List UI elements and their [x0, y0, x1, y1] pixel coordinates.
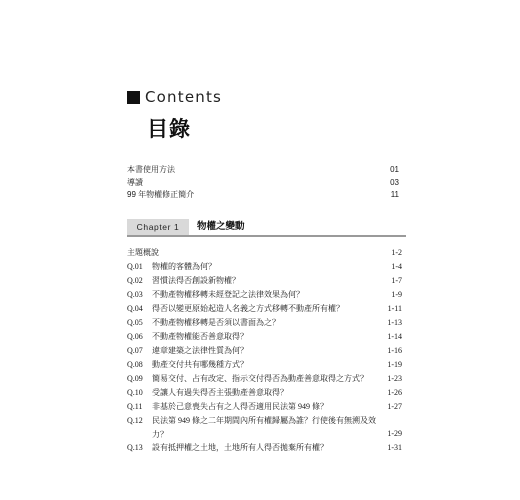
- toc-page: 1-4: [391, 262, 402, 271]
- topic-label: 主題概說: [127, 248, 159, 257]
- question-text: 違章建築之法律性質為何？: [152, 346, 248, 355]
- toc-question-row[interactable]: [127, 274, 402, 288]
- front-matter-page: 03: [390, 177, 399, 187]
- toc-question-row[interactable]: [127, 330, 402, 344]
- question-text: 設有抵押權之土地，土地所有人得否拋棄所有權？: [152, 443, 328, 452]
- toc-question-row[interactable]: [127, 260, 402, 274]
- question-text: 簡易交付、占有改定、指示交付得否為動產善意取得之方式？: [152, 374, 368, 383]
- toc-question-row[interactable]: [127, 400, 402, 414]
- question-text: 受讓人有過失得否主張動產善意取得？: [152, 388, 288, 397]
- question-number: Q.02: [127, 276, 143, 285]
- toc-page: 1-13: [387, 318, 402, 327]
- question-text: 動產交付共有哪幾種方式？: [152, 360, 248, 369]
- toc-topic-row[interactable]: [127, 246, 402, 260]
- toc-question-row[interactable]: [127, 288, 402, 302]
- toc-page: 1-16: [387, 346, 402, 355]
- question-text: 物權的客體為何？: [152, 262, 216, 271]
- contents-label: Contents: [145, 88, 223, 106]
- question-text: 民法第 949 條之二年期間內所有權歸屬為誰？行使後有無溯及效力？: [152, 416, 376, 439]
- toc-page: 1-2: [391, 248, 402, 257]
- chapter-heading: [127, 219, 406, 235]
- toc-question-row[interactable]: [127, 302, 402, 316]
- question-number: Q.11: [127, 402, 143, 411]
- front-matter-item[interactable]: [127, 164, 399, 177]
- question-number: Q.07: [127, 346, 143, 355]
- toc-page: 1-31: [387, 443, 402, 452]
- toc-page: 1-23: [387, 374, 402, 383]
- question-number: Q.08: [127, 360, 143, 369]
- chapter-toc: [127, 246, 402, 455]
- toc-question-row[interactable]: [127, 358, 402, 372]
- front-matter-page: 01: [390, 165, 399, 174]
- toc-page: 1-19: [387, 360, 402, 369]
- question-number: Q.04: [127, 304, 143, 313]
- black-square-icon: [127, 91, 140, 104]
- front-matter-label: 導讀: [127, 177, 143, 187]
- question-number: Q.01: [127, 262, 143, 271]
- chapter-title: 物權之變動: [197, 221, 245, 232]
- question-text: 非基於己意喪失占有之人得否適用民法第 949 條？: [152, 402, 328, 411]
- page-title: 目錄: [147, 117, 191, 141]
- toc-page: 1-29: [387, 429, 402, 438]
- question-number: Q.10: [127, 388, 143, 397]
- front-matter-item[interactable]: [127, 189, 399, 202]
- toc-page: 1-26: [387, 388, 402, 397]
- toc-question-row[interactable]: [127, 441, 402, 455]
- question-number: Q.12: [127, 416, 143, 425]
- toc-page: 1-9: [391, 290, 402, 299]
- front-matter-list: [127, 164, 399, 202]
- question-number: Q.09: [127, 374, 143, 383]
- toc-question-row[interactable]: [127, 386, 402, 400]
- front-matter-item[interactable]: [127, 177, 399, 190]
- toc-question-row[interactable]: [127, 372, 402, 386]
- toc-question-row[interactable]: [127, 414, 402, 441]
- toc-page: 1-7: [391, 276, 402, 285]
- question-number: Q.05: [127, 318, 143, 327]
- question-number: Q.13: [127, 443, 143, 452]
- toc-question-row[interactable]: [127, 316, 402, 330]
- toc-page: 1-14: [387, 332, 402, 341]
- question-text: 不動產物權移轉未經登記之法律效果為何？: [152, 290, 304, 299]
- chapter-tab: Chapter 1: [127, 219, 189, 235]
- question-text: 得否以變更原始起造人名義之方式移轉不動產所有權？: [152, 304, 344, 313]
- front-matter-label: 本書使用方法: [127, 165, 175, 174]
- chapter-divider: [127, 235, 406, 237]
- toc-question-row[interactable]: [127, 344, 402, 358]
- question-text: 不動產物權移轉是否須以書面為之？: [152, 318, 280, 327]
- question-number: Q.03: [127, 290, 143, 299]
- front-matter-label: 99 年物權修正簡介: [127, 190, 195, 199]
- toc-page: 1-27: [387, 402, 402, 411]
- question-number: Q.06: [127, 332, 143, 341]
- toc-page: 1-11: [387, 304, 402, 313]
- contents-header: [127, 88, 222, 106]
- question-text: 不動產物權能否善意取得？: [152, 332, 248, 341]
- front-matter-page: 11: [390, 190, 399, 199]
- question-text: 習慣法得否創設新物權？: [152, 276, 240, 285]
